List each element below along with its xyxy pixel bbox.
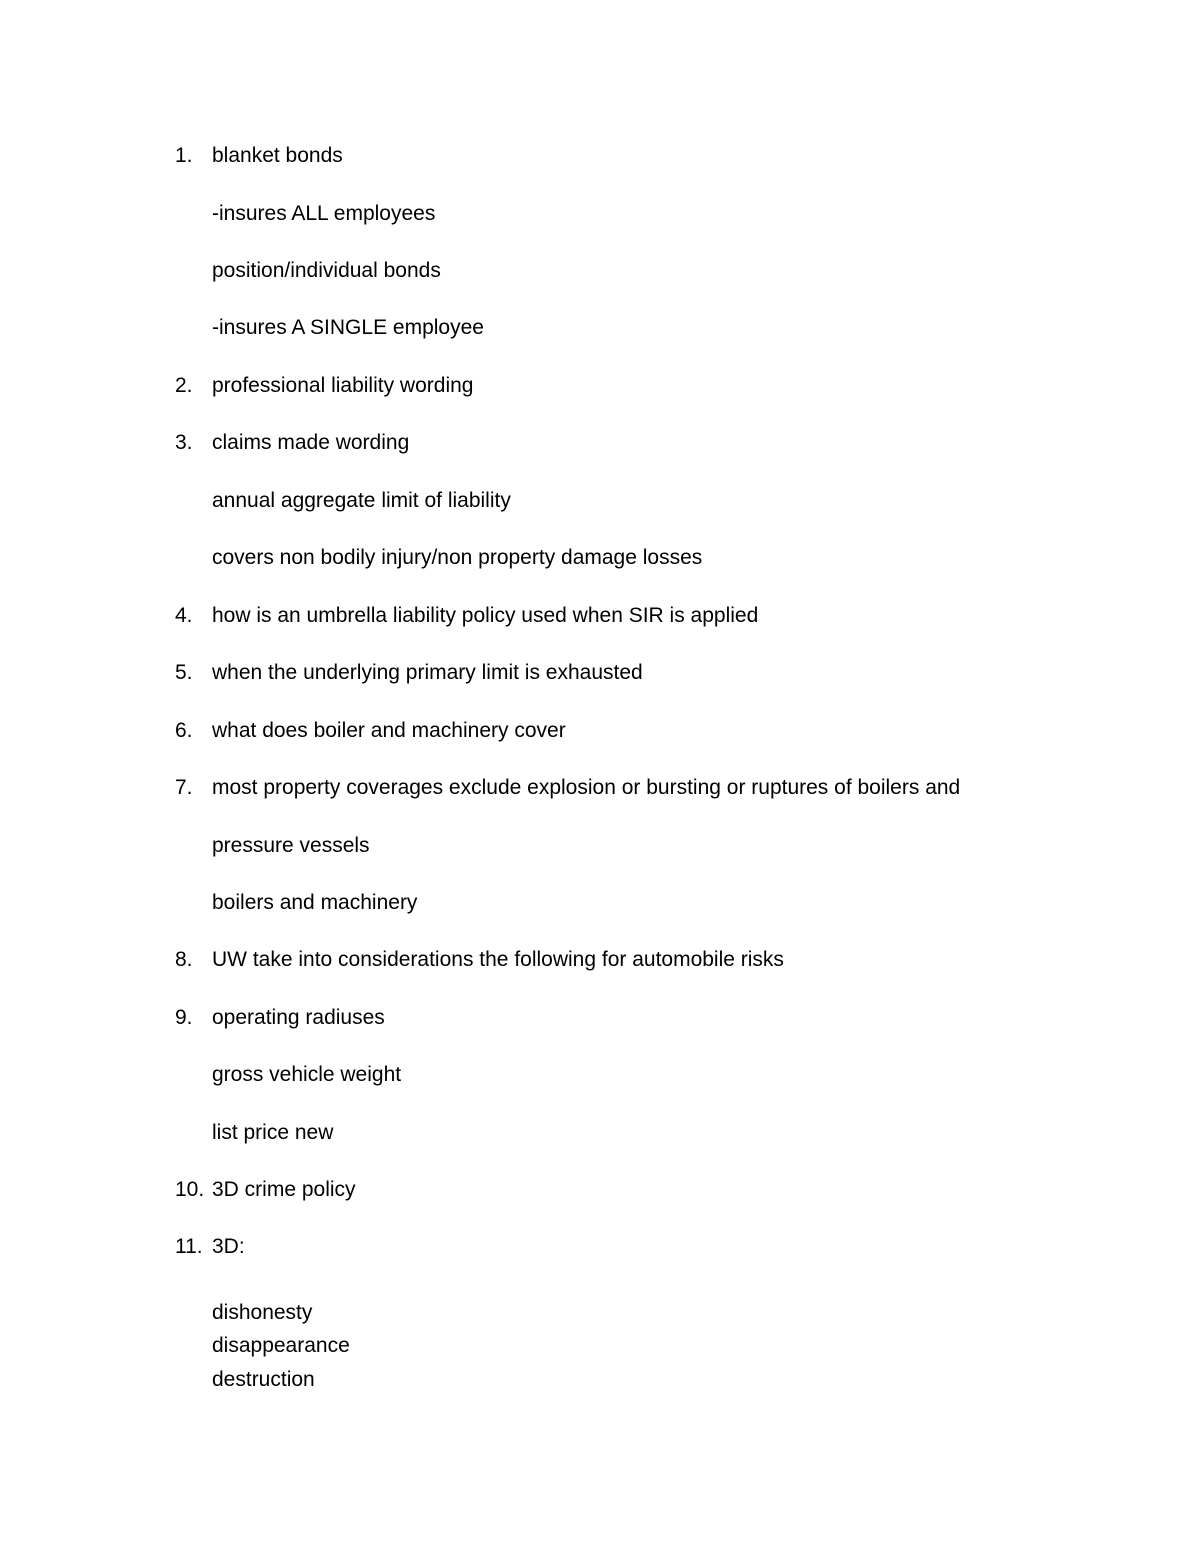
list-item-text: when the underlying primary limit is exhausted bbox=[212, 661, 643, 684]
list-subitem: destruction bbox=[212, 1368, 315, 1391]
list-item-7 bbox=[175, 773, 960, 803]
list-number: 7. bbox=[175, 776, 193, 799]
list-item-text: professional liability wording bbox=[212, 374, 474, 397]
list-item-4 bbox=[175, 601, 758, 631]
list-item-text: what does boiler and machinery cover bbox=[212, 719, 566, 742]
list-subitem: dishonesty bbox=[212, 1301, 313, 1324]
list-subitem: boilers and machinery bbox=[212, 891, 418, 914]
list-number: 5. bbox=[175, 661, 193, 684]
list-item-text: most property coverages exclude explosion or bursting or ruptures of boilers and bbox=[212, 776, 961, 799]
list-item-8 bbox=[175, 945, 784, 975]
list-subitem: pressure vessels bbox=[212, 834, 370, 857]
list-subitem: gross vehicle weight bbox=[212, 1063, 402, 1086]
list-item-text: 3D crime policy bbox=[212, 1178, 356, 1201]
list-item-10 bbox=[175, 1175, 356, 1205]
list-item-9 bbox=[175, 1003, 385, 1033]
list-item-text: how is an umbrella liability policy used when SIR is applied bbox=[212, 604, 759, 627]
list-number: 4. bbox=[175, 604, 193, 627]
list-number: 2. bbox=[175, 374, 193, 397]
list-subitem: -insures ALL employees bbox=[212, 202, 436, 225]
list-number: 11. bbox=[175, 1235, 203, 1258]
list-subitem: -insures A SINGLE employee bbox=[212, 316, 484, 339]
list-subitem: list price new bbox=[212, 1121, 334, 1144]
list-item-11 bbox=[175, 1232, 245, 1262]
list-subitem: disappearance bbox=[212, 1334, 350, 1357]
list-number: 8. bbox=[175, 948, 193, 971]
list-subitem: covers non bodily injury/non property damage losses bbox=[212, 546, 703, 569]
list-item-text: operating radiuses bbox=[212, 1006, 385, 1029]
list-item-5 bbox=[175, 658, 643, 688]
list-number: 3. bbox=[175, 431, 193, 454]
list-number: 1. bbox=[175, 144, 193, 167]
list-item-2 bbox=[175, 371, 473, 401]
list-number: 6. bbox=[175, 719, 193, 742]
list-item-text: UW take into considerations the following for automobile risks bbox=[212, 948, 784, 971]
list-item-text: blanket bonds bbox=[212, 144, 343, 167]
list-item-text: 3D: bbox=[212, 1235, 245, 1258]
list-subitem: position/individual bonds bbox=[212, 259, 441, 282]
list-item-1 bbox=[175, 141, 343, 171]
list-subitem: annual aggregate limit of liability bbox=[212, 489, 511, 512]
list-item-3 bbox=[175, 428, 409, 458]
list-item-6 bbox=[175, 716, 566, 746]
list-item-text: claims made wording bbox=[212, 431, 410, 454]
list-number: 9. bbox=[175, 1006, 193, 1029]
list-number: 10. bbox=[175, 1178, 205, 1201]
